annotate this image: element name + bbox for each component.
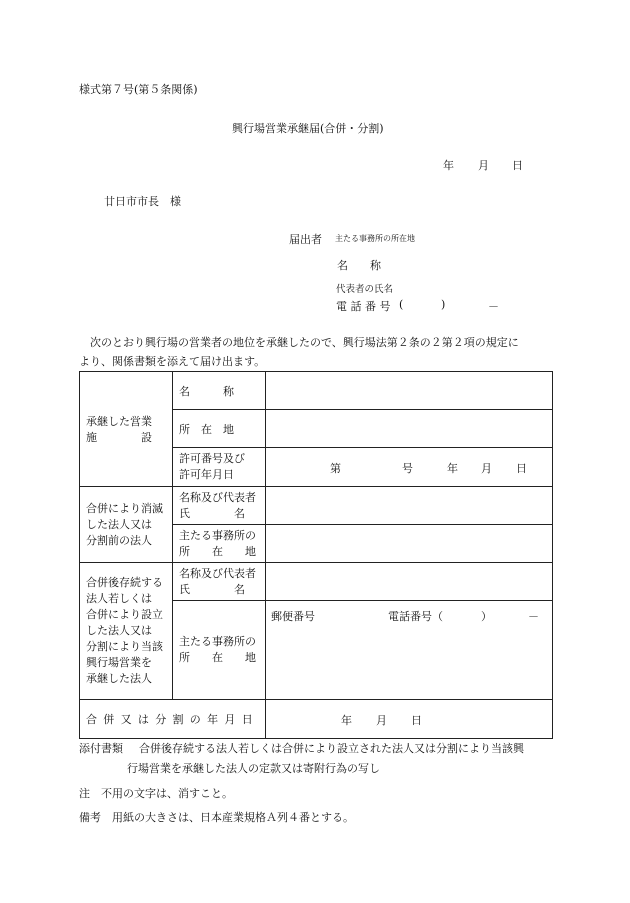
dissolved-label-cell bbox=[80, 487, 173, 563]
note: 注 不用の文字は、消すこと。 bbox=[79, 787, 233, 800]
merge-date-label bbox=[80, 700, 266, 739]
successor-phone-dash: － bbox=[528, 610, 539, 623]
successor-name-rep-label bbox=[173, 563, 266, 601]
successor-office-line2: 所 在 地 bbox=[179, 651, 256, 664]
applicant-label: 届出者 bbox=[289, 233, 322, 246]
successor-label-line4: した法人又は bbox=[86, 624, 152, 637]
permit-label bbox=[173, 448, 266, 487]
dissolved-name-rep-line2: 氏 名 bbox=[179, 506, 245, 520]
dissolved-office-value[interactable] bbox=[266, 525, 553, 563]
date-day-label: 日 bbox=[512, 159, 523, 172]
successor-name-rep-line1: 名称及び代表者 bbox=[179, 566, 256, 580]
form-table bbox=[79, 371, 553, 739]
permit-label-line2: 許可年月日 bbox=[179, 468, 234, 481]
date-year-label: 年 bbox=[443, 159, 454, 172]
dissolved-office-label bbox=[173, 525, 266, 563]
permit-dai: 第 bbox=[330, 462, 341, 475]
merge-year: 年 bbox=[341, 714, 352, 727]
permit-label-line1: 許可番号及び bbox=[179, 452, 245, 465]
dissolved-label-line1: 合併により消滅 bbox=[86, 501, 163, 515]
successor-label-line2: 法人若しくは bbox=[86, 592, 152, 605]
date-month-label: 月 bbox=[478, 159, 489, 172]
applicant-phone-open: ( bbox=[399, 298, 404, 311]
dissolved-office-line1: 主たる事務所の bbox=[179, 528, 256, 542]
facility-location-value[interactable] bbox=[266, 410, 553, 448]
dissolved-name-rep-line1: 名称及び代表者 bbox=[179, 490, 256, 504]
permit-month: 月 bbox=[481, 462, 492, 475]
merge-date-label-text: 合併又は分割の年月日 bbox=[86, 713, 259, 726]
successor-name-rep-value[interactable] bbox=[266, 563, 553, 601]
applicant-name-label: 名 称 bbox=[337, 259, 381, 272]
dissolved-label-line3: 分割前の法人 bbox=[86, 533, 152, 547]
successor-label-line5: 分割により当該 bbox=[86, 640, 163, 653]
row-successor-name bbox=[80, 563, 553, 601]
facility-label-cell bbox=[80, 372, 173, 487]
dissolved-label-line2: した法人又は bbox=[86, 517, 152, 531]
merge-month: 月 bbox=[376, 714, 387, 727]
attach-line-2: 行場営業を承継した法人の定款又は寄附行為の写し bbox=[127, 762, 380, 775]
successor-phone-label: 電話番号（ bbox=[388, 610, 443, 623]
addressee: 廿日市市長 様 bbox=[104, 195, 181, 208]
successor-office-label bbox=[173, 601, 266, 700]
successor-label-line6: 興行場営業を bbox=[86, 656, 152, 669]
applicant-address-label: 主たる事務所の所在地 bbox=[335, 234, 415, 243]
successor-label-line7: 承継した法人 bbox=[86, 672, 152, 685]
row-dissolved-name bbox=[80, 487, 553, 525]
page-title: 興行場営業承継届(合併・分割) bbox=[232, 122, 384, 135]
row-merge-date bbox=[80, 700, 553, 739]
successor-label-cell bbox=[80, 563, 173, 700]
form-number: 様式第７号(第５条関係) bbox=[79, 83, 198, 96]
dissolved-name-rep-label bbox=[173, 487, 266, 525]
successor-office-value[interactable] bbox=[266, 601, 553, 700]
merge-date-value[interactable] bbox=[266, 700, 553, 739]
attach-line-1: 合併後存続する法人若しくは合併により設立された法人又は分割により当該興 bbox=[139, 742, 524, 755]
facility-name-value[interactable] bbox=[266, 372, 553, 410]
postal-label: 郵便番号 bbox=[271, 610, 315, 623]
row-facility-name bbox=[80, 372, 553, 410]
facility-name-label: 名 称 bbox=[173, 372, 266, 410]
successor-label-line1: 合併後存続する bbox=[86, 576, 163, 589]
applicant-phone-close: ) bbox=[441, 298, 446, 311]
intro-line-2: より、関係書類を添えて届け出ます。 bbox=[79, 355, 266, 368]
facility-location-label: 所 在 地 bbox=[173, 410, 266, 448]
applicant-phone-label: 電 話 番 号 bbox=[336, 300, 391, 313]
merge-day: 日 bbox=[411, 714, 422, 727]
permit-day: 日 bbox=[516, 462, 527, 475]
applicant-phone-dash: － bbox=[488, 300, 499, 313]
permit-go: 号 bbox=[402, 462, 413, 475]
remark: 備考 用紙の大きさは、日本産業規格Ａ列４番とする。 bbox=[79, 811, 354, 824]
permit-value[interactable] bbox=[266, 448, 553, 487]
applicant-rep-label: 代表者の氏名 bbox=[336, 284, 394, 295]
successor-name-rep-line2: 氏 名 bbox=[179, 582, 245, 596]
intro-line-1: 次のとおり興行場の営業者の地位を承継したので、興行場法第２条の２第２項の規定に bbox=[79, 336, 519, 349]
permit-year: 年 bbox=[447, 462, 458, 475]
successor-office-line1: 主たる事務所の bbox=[179, 635, 256, 648]
dissolved-name-rep-value[interactable] bbox=[266, 487, 553, 525]
facility-label-line1: 承継した営業 bbox=[86, 415, 152, 428]
successor-phone-close: ） bbox=[481, 610, 492, 623]
attach-label: 添付書類 bbox=[79, 742, 123, 755]
facility-label-line2: 施 設 bbox=[86, 431, 152, 444]
successor-label-line3: 合併により設立 bbox=[86, 608, 163, 621]
dissolved-office-line2: 所 在 地 bbox=[179, 544, 256, 558]
